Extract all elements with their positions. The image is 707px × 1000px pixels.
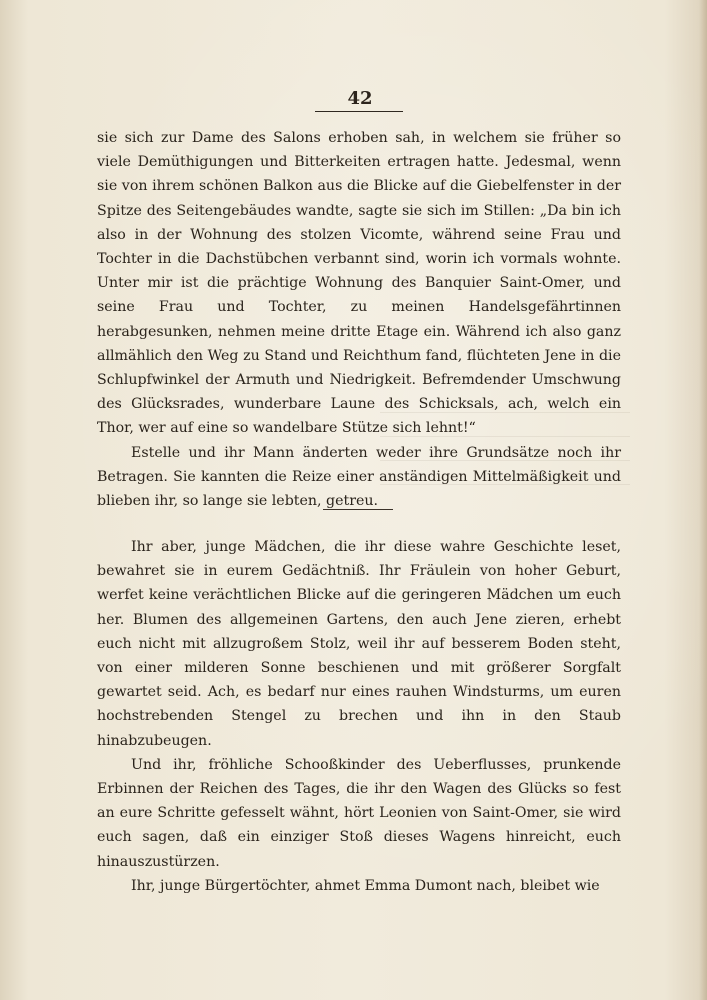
section-divider <box>323 509 393 510</box>
header-rule <box>315 111 403 112</box>
paragraph: Und ihr, fröhliche Schooßkinder des Ueberflusses, prunkende Erbinnen der Reichen des Tages, die ihr den Wagen des Glücks so fest an eure Schritte gefesselt wähnt, hört Leonien von Saint-Omer, sie wird euch sagen, daß ein einziger Stoß dieses Wagens hinreicht, euch hinauszustürzen. <box>97 756 621 870</box>
paragraph: Estelle und ihr Mann änderten weder ihre Grundsätze noch ihr Betragen. Sie kannten die Reize einer anständigen Mittelmäßigkeit und blieben ihr, so lange sie lebten, getreu. <box>97 444 621 510</box>
text-block-after-break <box>97 535 621 898</box>
paragraph: Ihr aber, junge Mädchen, die ihr diese wahre Geschichte leset, bewahret sie in eurem Gedächtniß. Ihr Fräulein von hoher Geburt, werfet keine verächtlichen Blicke auf die geringeren Mädchen um euch her. Blumen des allgemeinen Gartens, den auch Jene zieren, erhebt euch nicht mit allzugroßem Stolz, weil ihr auf besserem Boden steht, von einer milderen Sonne beschienen und mit größerer Sorgfalt gewartet seid. Ach, es bedarf nur eines rauhen Windsturms, um euren hochstrebenden Stengel zu brechen und ihn in den Staub hinabzubeugen. <box>97 539 621 749</box>
paragraph: Ihr, junge Bürgertöchter, ahmet Emma Dumont nach, bleibet wie <box>131 877 600 894</box>
text-block-before-break <box>97 126 621 513</box>
page-number: 42 <box>347 88 373 109</box>
paragraph-continuation: sie sich zur Dame des Salons erhoben sah, in welchem sie früher so viele Demüthigungen und Bitterkeiten ertragen hatte. Jedesmal, wenn sie von ihrem schönen Balkon aus die Blicke auf die Giebelfenster in der Spitze des Seitengebäudes wandte, sagte sie sich im Stillen: „Da bin ich also in der Wohnung des stolzen Vicomte, während seine Frau und Tochter in die Dachstübchen verbannt sind, worin ich vormals wohnte. Unter mir ist die prächtige Wohnung des Banquier Saint-Omer, und seine Frau und Tochter, zu meinen Handelsgefährtinnen herabgesunken, nehmen meine dritte Etage ein. Während ich also ganz allmählich den Weg zu Stand und Reichthum fand, flüchteten Jene in die Schlupfwinkel der Armuth und Niedrigkeit. Befremdender Umschwung des Glücksrades, wunderbare Laune des Schicksals, ach, welch ein Thor, wer auf eine so wandelbare Stütze sich lehnt!“ <box>97 130 621 437</box>
